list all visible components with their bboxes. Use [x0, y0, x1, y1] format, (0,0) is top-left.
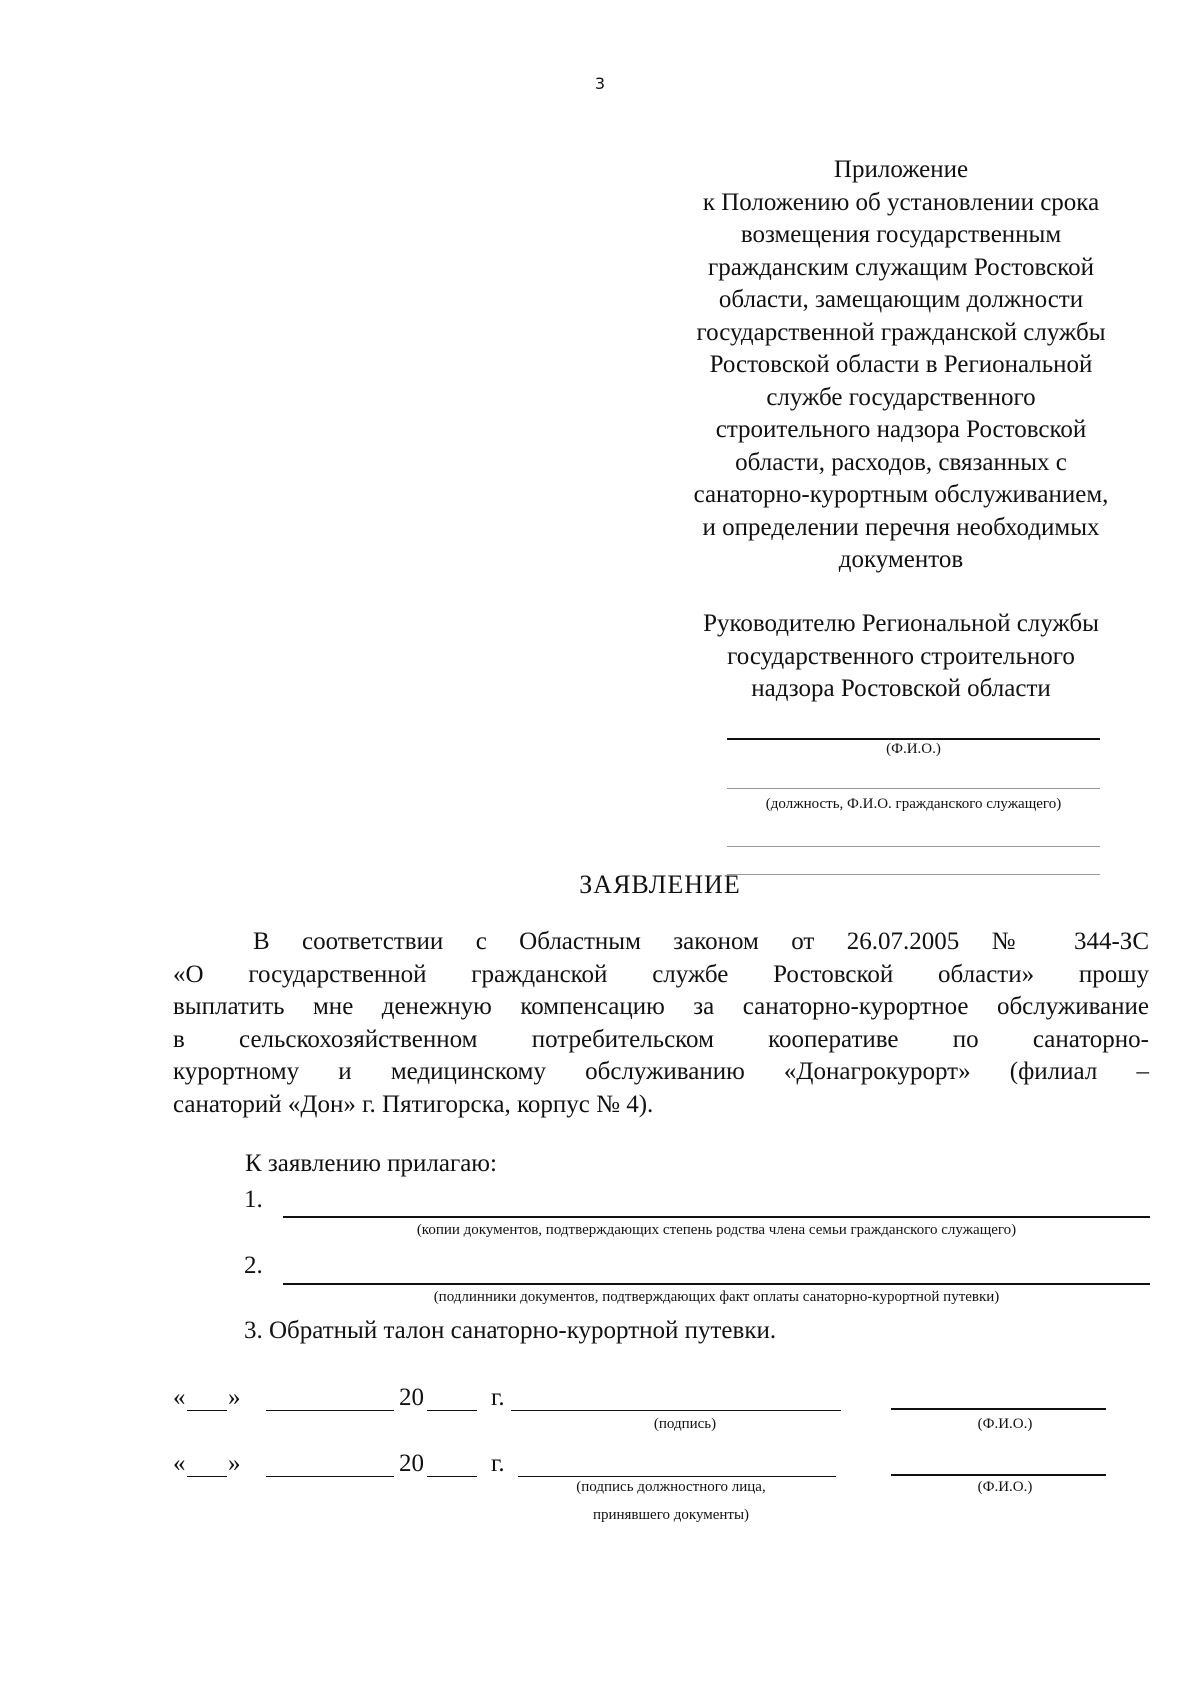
year-prefix: 20	[399, 1384, 424, 1411]
annex-line: санаторно-курортным обслуживанием,	[693, 481, 1109, 508]
annex-line: Ростовской области в Региональной	[709, 351, 1093, 378]
head-fio-line	[727, 718, 1100, 740]
applicant-fio-field[interactable]	[891, 1408, 1106, 1410]
servant-position-line	[727, 768, 1100, 789]
annex-line: Приложение	[833, 156, 969, 183]
body-line: «О государственной гражданской службе Ростовской области» прошу	[173, 960, 1149, 988]
attachment-1-caption: (копии документов, подтверждающих степень родства члена семьи гражданского служащего)	[416, 1222, 1017, 1238]
servant-position-caption: (должность, Ф.И.О. гражданского служащего)	[765, 796, 1062, 812]
annex-line: гражданским служащим Ростовской	[708, 253, 1094, 281]
addressee-line: государственного строительного	[727, 642, 1075, 670]
document-title: ЗАЯВЛЕНИЕ	[579, 870, 741, 899]
annex-line: области, расходов, связанных с	[735, 448, 1067, 476]
official-signature-caption-line: (подпись должностного лица,	[576, 1479, 766, 1495]
year-suffix: г.	[491, 1450, 505, 1477]
official-signature-caption-line: принявшего документы)	[592, 1507, 750, 1523]
open-quote: «	[173, 1450, 186, 1477]
close-quote: »	[228, 1450, 241, 1477]
attachment-2-field[interactable]	[283, 1283, 1150, 1285]
servant-position-field[interactable]	[727, 768, 1100, 813]
page-number: 3	[594, 74, 606, 93]
annex-line: государственной гражданской службы	[696, 318, 1106, 346]
signature-row-applicant	[173, 1384, 1153, 1418]
year-suffix: г.	[491, 1384, 505, 1411]
month-field[interactable]	[266, 1476, 394, 1477]
addressee-line: Руководителю Региональной службы	[703, 610, 1099, 637]
servant-extra-line-1[interactable]	[727, 826, 1100, 847]
year-field[interactable]	[427, 1410, 477, 1411]
applicant-signature-field[interactable]	[511, 1410, 841, 1411]
attachment-1-field[interactable]	[283, 1216, 1150, 1218]
month-field[interactable]	[266, 1410, 394, 1411]
body-line: выплатить мне денежную компенсацию за санаторно-курортное обслуживание	[173, 993, 1149, 1020]
day-field[interactable]	[187, 1410, 227, 1411]
head-fio-caption: (Ф.И.О.)	[886, 741, 941, 757]
annex-line: и определении перечня необходимых	[702, 513, 1100, 541]
annex-line: к Положению об установлении срока	[702, 188, 1100, 216]
attachment-1-number: 1.	[244, 1186, 263, 1213]
body-line: В соответствии с Областным законом от 26.07.2005 № 344-ЗС	[253, 928, 1149, 955]
applicant-fio-caption: (Ф.И.О.)	[977, 1416, 1033, 1432]
annex-line: возмещения государственным	[740, 221, 1062, 248]
head-fio-field[interactable]	[727, 718, 1100, 758]
official-fio-field[interactable]	[891, 1474, 1106, 1476]
open-quote: «	[173, 1384, 186, 1411]
addressee-block	[646, 608, 1156, 706]
body-line: санаторий «Дон» г. Пятигорска, корпус № 4).	[173, 1090, 654, 1118]
addressee-line: надзора Ростовской области	[751, 675, 1051, 702]
official-signature-caption	[548, 1477, 794, 1525]
annex-heading	[646, 154, 1156, 577]
attachment-2-caption: (подлинники документов, подтверждающих факт оплаты санаторно-курортной путевки)	[433, 1289, 1000, 1305]
attachment-2-number: 2.	[244, 1252, 263, 1279]
attachment-3-text: 3. Обратный талон санаторно-курортной путевки.	[244, 1317, 777, 1344]
day-field[interactable]	[187, 1476, 227, 1477]
annex-line: области, замещающим должности	[718, 286, 1084, 313]
body-line: курортному и медицинскому обслуживанию «Донагрокурорт» (филиал –	[173, 1058, 1149, 1085]
close-quote: »	[228, 1384, 241, 1411]
annex-line: службе государственного	[766, 383, 1036, 411]
attachments-title: К заявлению прилагаю:	[245, 1150, 497, 1177]
statement-body	[173, 926, 1149, 1121]
annex-line: документов	[838, 546, 964, 573]
year-field[interactable]	[427, 1476, 477, 1477]
annex-line: строительного надзора Ростовской	[715, 416, 1087, 443]
official-fio-caption: (Ф.И.О.)	[977, 1479, 1033, 1495]
applicant-signature-caption: (подпись)	[653, 1416, 717, 1432]
year-prefix: 20	[399, 1450, 424, 1477]
blank-line	[727, 826, 1100, 847]
body-line: в сельскохозяйственном потребительском кооперативе по санаторно-	[173, 1025, 1149, 1053]
